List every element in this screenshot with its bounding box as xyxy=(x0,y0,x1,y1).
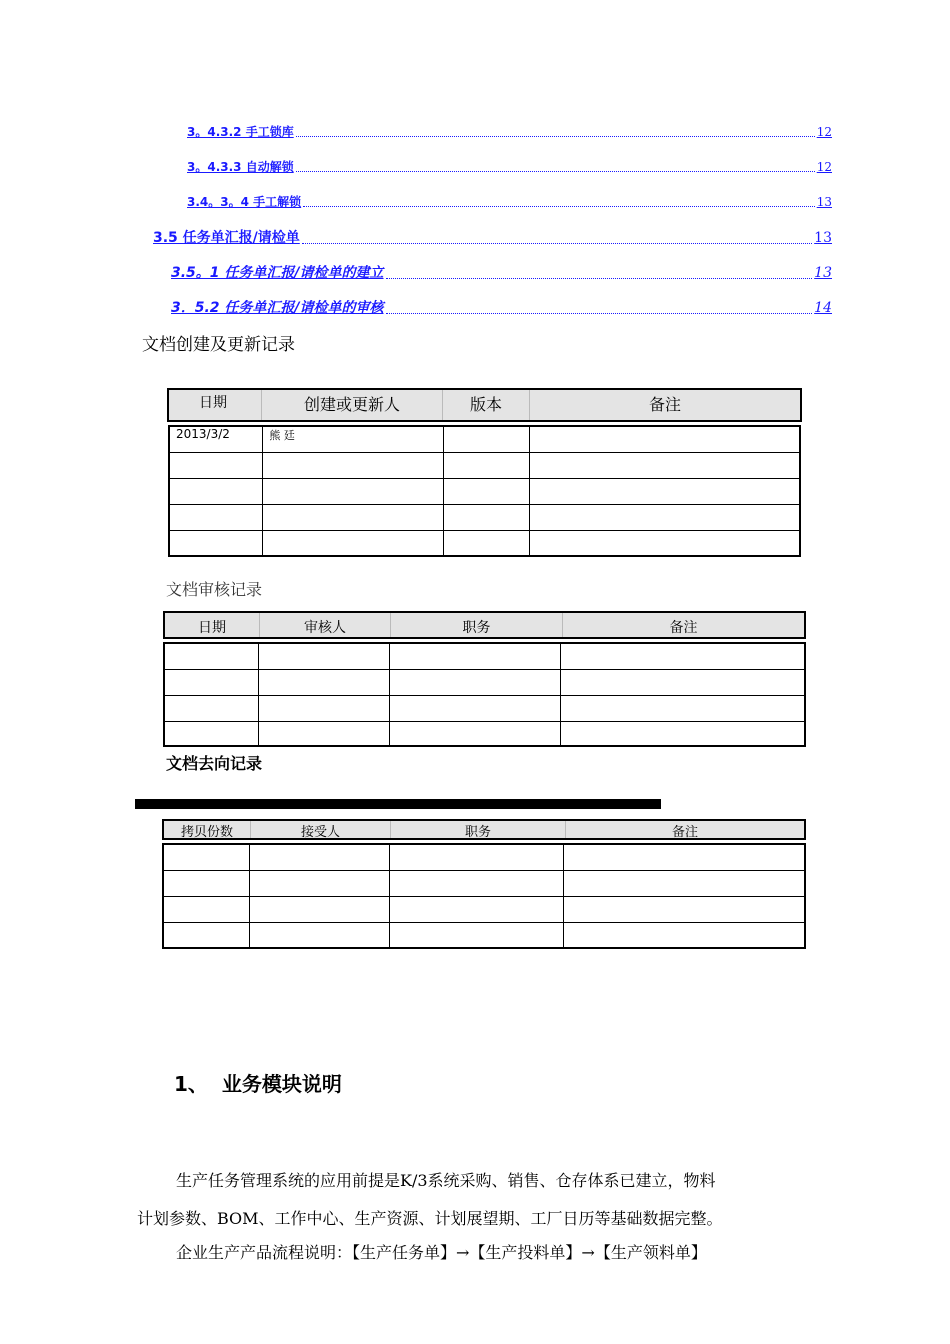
cell-date[interactable]: 2013/3/2 xyxy=(169,426,263,452)
create-record-table xyxy=(168,425,801,557)
header-reviewer: 审核人 xyxy=(260,613,391,637)
header-creator: 创建或更新人 xyxy=(262,390,443,420)
paragraph-line: 计划参数、BOM、工作中心、生产资源、计划展望期、工厂日历等基础数据完整。 xyxy=(137,1209,723,1228)
section-heading xyxy=(174,1068,342,1097)
table-row xyxy=(169,478,800,504)
cell-creator[interactable]: 熊 廷 xyxy=(263,426,443,452)
toc-entry[interactable]: 3。4.3.2 手工锁库 12 xyxy=(187,125,832,139)
divider-bar xyxy=(135,799,661,809)
toc-entry[interactable]: 3。4.3.3 自动解锁 12 xyxy=(187,160,832,174)
cell-version[interactable] xyxy=(443,426,530,452)
header-version: 版本 xyxy=(443,390,530,420)
table-row xyxy=(163,870,805,896)
paragraph-line: 生产任务管理系统的应用前提是K/3系统采购、销售、仓存体系已建立，物料 xyxy=(176,1171,716,1190)
header-date: 日期 xyxy=(169,390,262,420)
toc-entry[interactable]: 3.5。1 任务单汇报/请检单的建立 13 xyxy=(171,265,832,281)
paragraph-line: 企业生产产品流程说明：【生产任务单】→【生产投料单】→【生产领料单】 xyxy=(176,1243,707,1262)
header-date: 日期 xyxy=(165,613,260,637)
create-record-title: 文档创建及更新记录 xyxy=(142,335,295,355)
header-copies: 拷贝份数 xyxy=(164,821,251,838)
section-title: 业务模块说明 xyxy=(221,1072,342,1096)
toc-entry[interactable]: 3．5.2 任务单汇报/请检单的审核 14 xyxy=(171,300,832,316)
table-row xyxy=(169,426,800,452)
table-row xyxy=(163,844,805,870)
table-row xyxy=(169,452,800,478)
header-remark: 备注 xyxy=(669,620,698,636)
header-position: 职务 xyxy=(391,821,566,838)
header-recipient: 接受人 xyxy=(251,821,391,838)
table-row xyxy=(163,922,805,948)
create-record-header xyxy=(167,388,802,422)
table-row xyxy=(164,721,805,746)
toc-entry[interactable]: 3.5 任务单汇报/请检单 13 xyxy=(153,230,832,246)
table-row xyxy=(164,643,805,669)
table-row xyxy=(164,695,805,721)
review-record-table xyxy=(163,642,806,747)
toc-entry[interactable]: 3.4。3。4 手工解锁 13 xyxy=(187,195,832,209)
table-row xyxy=(164,669,805,695)
header-position: 职务 xyxy=(391,613,563,637)
cell-remark[interactable] xyxy=(530,426,800,452)
review-record-title: 文档审核记录 xyxy=(166,580,263,599)
header-remark: 备注 xyxy=(671,825,698,840)
table-row xyxy=(169,504,800,530)
table-row xyxy=(169,530,800,556)
section-number: 1、 xyxy=(174,1072,208,1096)
distribution-record-title: 文档去向记录 xyxy=(166,754,263,773)
header-remark: 备注 xyxy=(648,395,681,414)
table-row xyxy=(163,896,805,922)
distribution-record-header xyxy=(162,819,806,840)
distribution-record-table xyxy=(162,843,806,949)
review-record-header xyxy=(163,611,806,639)
